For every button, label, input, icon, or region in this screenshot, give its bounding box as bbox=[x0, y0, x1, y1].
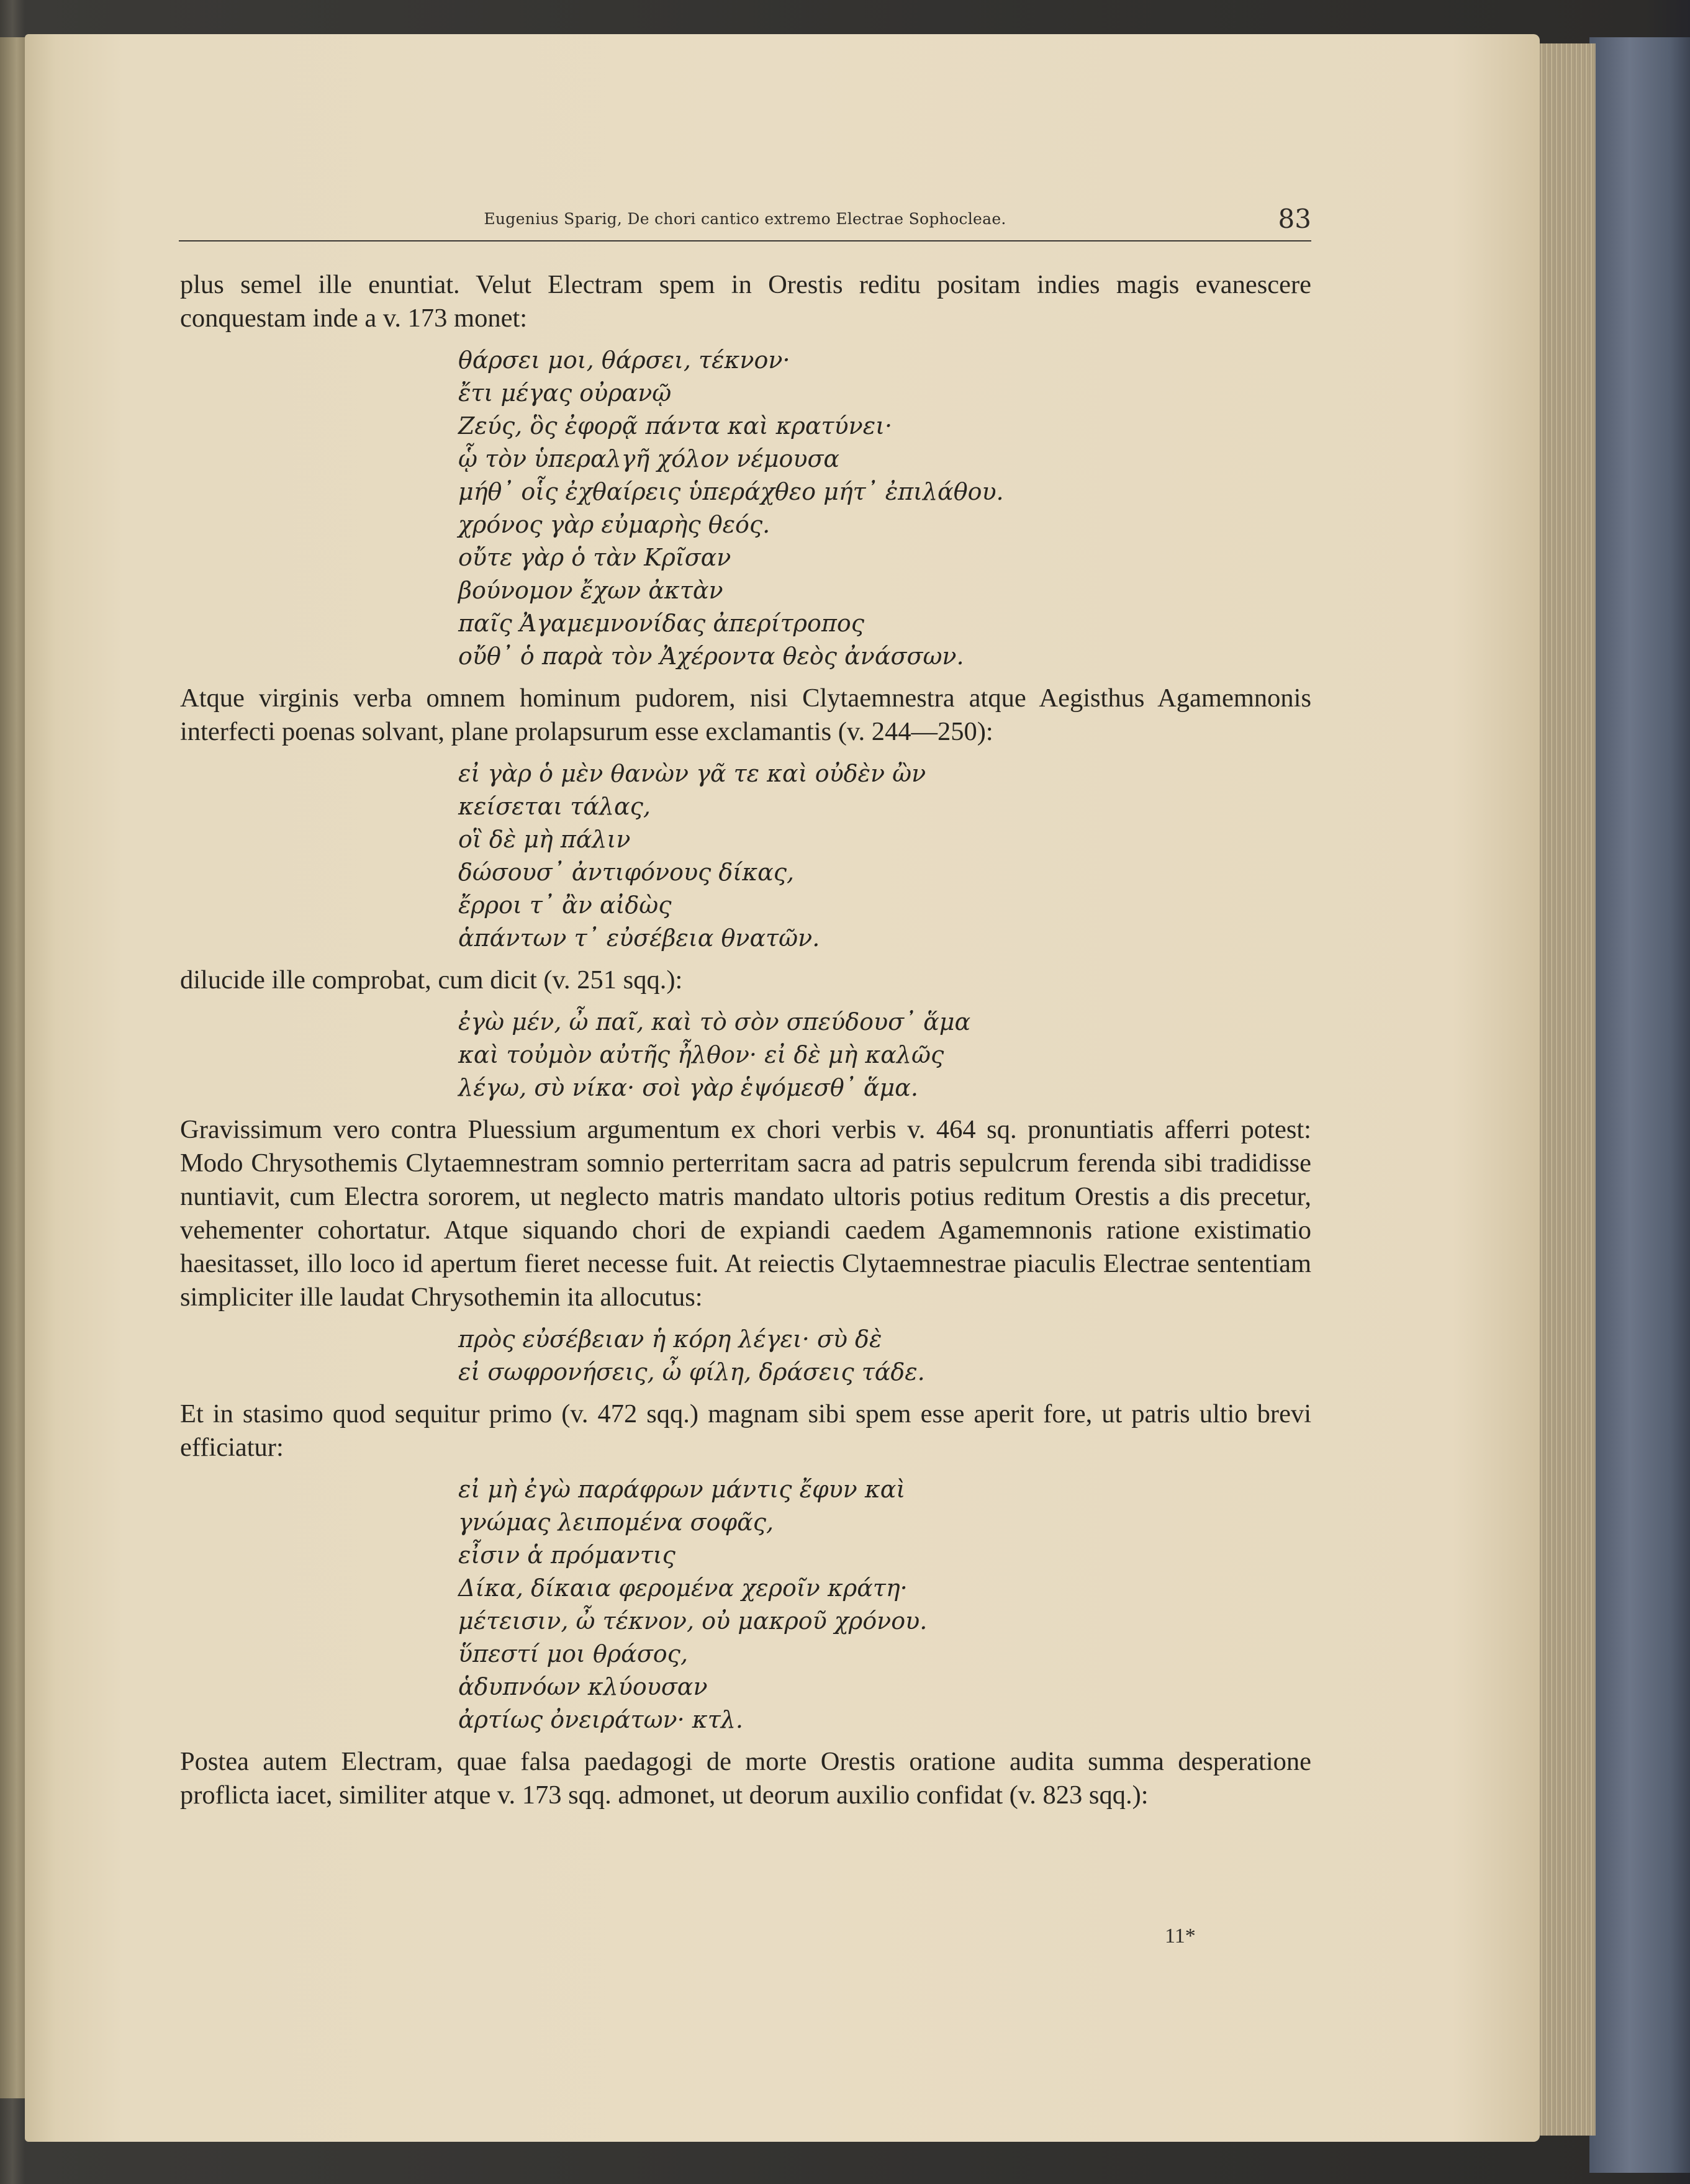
greek-quote-5 bbox=[458, 1473, 1311, 1736]
paragraph-2: Atque virginis verba omnem hominum pudorem, nisi Clytaemnestra atque Aegisthus Agamemnonis interfecti poenas solvant, plane prolapsurum esse exclamantis (v. 244—250): bbox=[180, 684, 1311, 746]
verse-line: οὔθ᾽ ὁ παρὰ τὸν Ἀχέροντα θεὸς ἀνάσσων. bbox=[458, 643, 964, 670]
verse-line: εἰ γὰρ ὁ μὲν θανὼν γᾶ τε καὶ οὐδὲν ὢν bbox=[458, 760, 926, 787]
paragraph-5: Et in stasimo quod sequitur primo (v. 472 sqq.) magnam sibi spem esse aperit fore, ut patris ultio brevi efficiatur: bbox=[180, 1399, 1311, 1462]
verse-line: μέτεισιν, ὦ τέκνον, οὐ μακροῦ χρόνου. bbox=[458, 1607, 928, 1635]
verse-line: Δίκα, δίκαια φερομένα χεροῖν κράτη· bbox=[458, 1574, 908, 1602]
paragraph-3: dilucide ille comprobat, cum dicit (v. 251 sqq.): bbox=[180, 965, 683, 995]
running-header bbox=[179, 204, 1311, 238]
verse-line: εἰ σωφρονήσεις, ὦ φίλη, δράσεις τάδε. bbox=[458, 1358, 925, 1386]
verse-line: εἶσιν ἁ πρόμαντις bbox=[458, 1541, 676, 1569]
verse-line: ἔτι μέγας οὐρανῷ bbox=[458, 379, 672, 407]
verse-line: βούνομον ἔχων ἀκτὰν bbox=[458, 577, 723, 604]
greek-quote-4 bbox=[458, 1323, 1311, 1389]
verse-line: Ζεύς, ὃς ἐφορᾷ πάντα καὶ κρατύνει· bbox=[458, 412, 893, 440]
page-body bbox=[180, 268, 1311, 1812]
verse-line: καὶ τοὐμὸν αὐτῆς ἦλθον· εἰ δὲ μὴ καλῶς bbox=[458, 1041, 944, 1068]
header-rule bbox=[179, 240, 1311, 241]
running-title: Eugenius Sparig, De chori cantico extremo Electrae Sophocleae. bbox=[484, 210, 1006, 228]
verse-line: ᾧ τὸν ὑπεραλγῆ χόλον νέμουσα bbox=[458, 445, 840, 472]
greek-quote-3 bbox=[458, 1006, 1311, 1104]
verse-line: πρὸς εὐσέβειαν ἡ κόρη λέγει· σὺ δὲ bbox=[458, 1325, 882, 1353]
verse-line: θάρσει μοι, θάρσει, τέκνον· bbox=[458, 346, 790, 374]
verse-line: λέγω, σὺ νίκα· σοὶ γὰρ ἑψόμεσθ᾽ ἅμα. bbox=[458, 1074, 918, 1101]
verse-line: παῖς Ἀγαμεμνονίδας ἀπερίτροπος bbox=[458, 610, 865, 637]
verse-line: ἁπάντων τ᾽ εὐσέβεια θνατῶν. bbox=[458, 924, 820, 952]
verse-line: ἐγὼ μέν, ὦ παῖ, καὶ τὸ σὸν σπεύδουσ᾽ ἅμα bbox=[458, 1008, 971, 1036]
verse-line: μήθ᾽ οἷς ἐχθαίρεις ὑπεράχθεο μήτ᾽ ἐπιλάθου. bbox=[458, 478, 1004, 505]
verse-line: οὔτε γὰρ ὁ τὰν Κρῖσαν bbox=[458, 544, 731, 571]
verse-line: γνώμας λειπομένα σοφᾶς, bbox=[458, 1509, 774, 1536]
verse-line: ὕπεστί μοι θράσος, bbox=[458, 1640, 689, 1667]
paragraph-4: Gravissimum vero contra Pluessium argumentum ex chori verbis v. 464 sq. pronuntiatis afferri potest: Modo Chrysothemis Clytaemnestram somnio perterritam sacra ad patris sepulcrum ferenda sibi tradidisse nuntiavit, cum Electra sororem, ut neglecto matris mandato ultoris potius reditum Orestis a dis precetur, vehementer cohortatur. Atque siquando chori de expiandi caedem Agamemnonis ratione existimatio haesitasset, illo loco id apertum fieret necesse fuit. At reiectis Clytaemnestrae piaculis Electrae sententiam simpliciter ille laudat Chrysothemin ita allocutus: bbox=[180, 1115, 1311, 1312]
verse-line: οἳ δὲ μὴ πάλιν bbox=[458, 826, 631, 853]
signature-mark: 11* bbox=[1165, 1925, 1196, 1947]
book-cover-edge bbox=[1589, 37, 1690, 2173]
greek-quote-1 bbox=[458, 344, 1311, 673]
verse-line: χρόνος γὰρ εὐμαρὴς θεός. bbox=[458, 511, 770, 538]
verse-line: ἀρτίως ὀνειράτων· κτλ. bbox=[458, 1706, 743, 1733]
page-block-edges bbox=[1534, 43, 1596, 2136]
paragraph-1: plus semel ille enuntiat. Velut Electram spem in Orestis reditu positam indies magis evanescere conquestam inde a v. 173 monet: bbox=[180, 270, 1311, 333]
verse-line: δώσουσ᾽ ἀντιφόνους δίκας, bbox=[458, 859, 795, 886]
previous-page-edge bbox=[0, 37, 28, 2098]
paragraph-6: Postea autem Electram, quae falsa paedagogi de morte Orestis oratione audita summa desperatione proflicta iacet, similiter atque v. 173 sqq. admonet, ut deorum auxilio confidat (v. 823 sqq.): bbox=[180, 1747, 1311, 1810]
verse-line: κείσεται τάλας, bbox=[458, 793, 651, 820]
greek-quote-2 bbox=[458, 757, 1311, 955]
verse-line: εἰ μὴ ἐγὼ παράφρων μάντις ἔφυν καὶ bbox=[458, 1476, 906, 1503]
page-number: 83 bbox=[1278, 204, 1311, 234]
verse-line: ἔρροι τ᾽ ἂν αἰδὼς bbox=[458, 891, 672, 919]
verse-line: ἁδυπνόων κλύουσαν bbox=[458, 1673, 708, 1700]
